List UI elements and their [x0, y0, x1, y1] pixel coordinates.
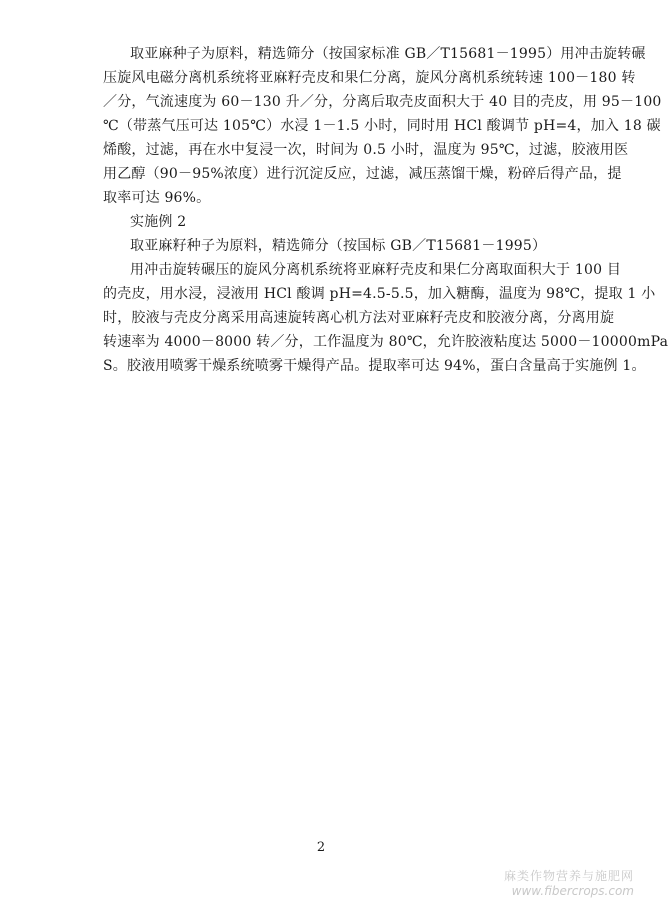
paragraph-1-line-4: ℃（带蒸气压可达 105℃）水浸 1－1.5 小时，同时用 HCl 酸调节 pH=4，加入 18 碳 — [103, 118, 661, 134]
paragraph-1-line-7: 取率可达 96%。 — [103, 190, 211, 206]
paragraph-3-line-2: 的壳皮，用水浸，浸液用 HCl 酸调 pH=4.5-5.5，加入糖酶，温度为 98℃，提取 1 小 — [103, 286, 656, 302]
page-number: 2 — [316, 840, 326, 855]
paragraph-1-line-5: 烯酸，过滤，再在水中复浸一次，时间为 0.5 小时，温度为 95℃，过滤，胶液用医 — [103, 142, 629, 158]
watermark-url: www.fibercrops.com — [511, 884, 634, 898]
example-heading: 实施例 2 — [130, 214, 187, 230]
watermark-site-name: 麻类作物营养与施肥网 — [503, 869, 634, 883]
paragraph-3-line-5: S。胶液用喷雾干燥系统喷雾干燥得产品。提取率可达 94%，蛋白含量高于实施例 1。 — [103, 358, 646, 374]
paragraph-1-line-1: 取亚麻种子为原料，精选筛分（按国家标准 GB／T15681－1995）用冲击旋转碾 — [130, 46, 646, 62]
paragraph-1-line-3: ／分，气流速度为 60－130 升／分，分离后取壳皮面积大于 40 目的壳皮，用 95－100 — [103, 94, 662, 110]
paragraph-3-line-1: 用冲击旋转碾压的旋风分离机系统将亚麻籽壳皮和果仁分离取面积大于 100 目 — [130, 262, 622, 278]
paragraph-1-line-2: 压旋风电磁分离机系统将亚麻籽壳皮和果仁分离，旋风分离机系统转速 100－180 转 — [103, 70, 636, 86]
site-watermark — [504, 869, 634, 899]
paragraph-3-line-4: 转速率为 4000－8000 转／分，工作温度为 80℃，允许胶液粘度达 5000－10000mPa — [103, 334, 668, 350]
paragraph-3-line-3: 时，胶液与壳皮分离采用高速旋转离心机方法对亚麻籽壳皮和胶液分离，分离用旋 — [103, 310, 615, 326]
paragraph-1-line-6: 用乙醇（90－95%浓度）进行沉淀反应，过滤，减压蒸馏干燥，粉碎后得产品，提 — [103, 166, 622, 182]
paragraph-2-line-1: 取亚麻籽种子为原料，精选筛分（按国标 GB／T15681－1995） — [130, 238, 547, 254]
